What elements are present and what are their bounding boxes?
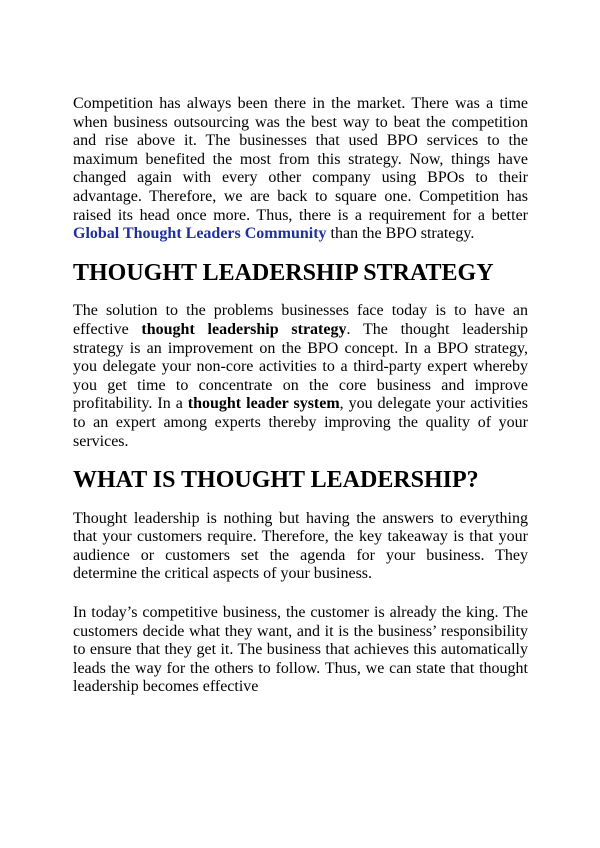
paragraph-text: Competition has always been there in the market. There was a time when business outsourcing was the best way to beat the competition and rise above it. The businesses that used BPO services to the maximum benefited the most from this strategy. Now, things have changed again with every other company using BPOs to their advantage. Therefore, we are back to square one. Competition has raised its head once more. Thus, there is a requirement for a better <box>73 95 528 224</box>
spacer <box>73 584 528 604</box>
document-page <box>73 95 528 697</box>
paragraph-text-after: , you delegate your activities to an expert among experts thereby improving the quality of your services. <box>73 395 528 450</box>
heading-thought-leadership-strategy: THOUGHT LEADERSHIP STRATEGY <box>73 259 494 286</box>
bold-thought-leadership-strategy: thought leadership strategy <box>141 320 347 338</box>
paragraph-solution <box>73 302 528 451</box>
paragraph-text-before: The solution to the problems businesses face today is to have an effective <box>73 302 528 338</box>
bold-thought-leader-system: thought leader system <box>187 395 340 413</box>
paragraph-text-after: than the BPO strategy. <box>326 225 475 243</box>
paragraph-customer-king: In today’s competitive business, the customer is already the king. The customers decide what they want, and it is the business’ responsibility to ensure that they get it. The business that achieves this automatically leads the way for the others to follow. Thus, we can state that thought leadership becomes effective <box>73 604 528 696</box>
paragraph-text-middle: . The thought leadership strategy is an improvement on the BPO concept. In a BPO strategy, you delegate your non-core activities to a third-party expert whereby you get time to concentrate on the core business and improve profitability. In a <box>73 320 528 413</box>
heading-what-is-thought-leadership: WHAT IS THOUGHT LEADERSHIP? <box>73 467 479 494</box>
paragraph-definition: Thought leadership is nothing but having the answers to everything that your customers require. Therefore, the key takeaway is that your audience or customers set the agenda for your business. They determine the critical aspects of your business. <box>73 509 528 583</box>
global-thought-leaders-link[interactable]: Global Thought Leaders Community <box>73 225 327 243</box>
paragraph-competition <box>73 95 528 244</box>
